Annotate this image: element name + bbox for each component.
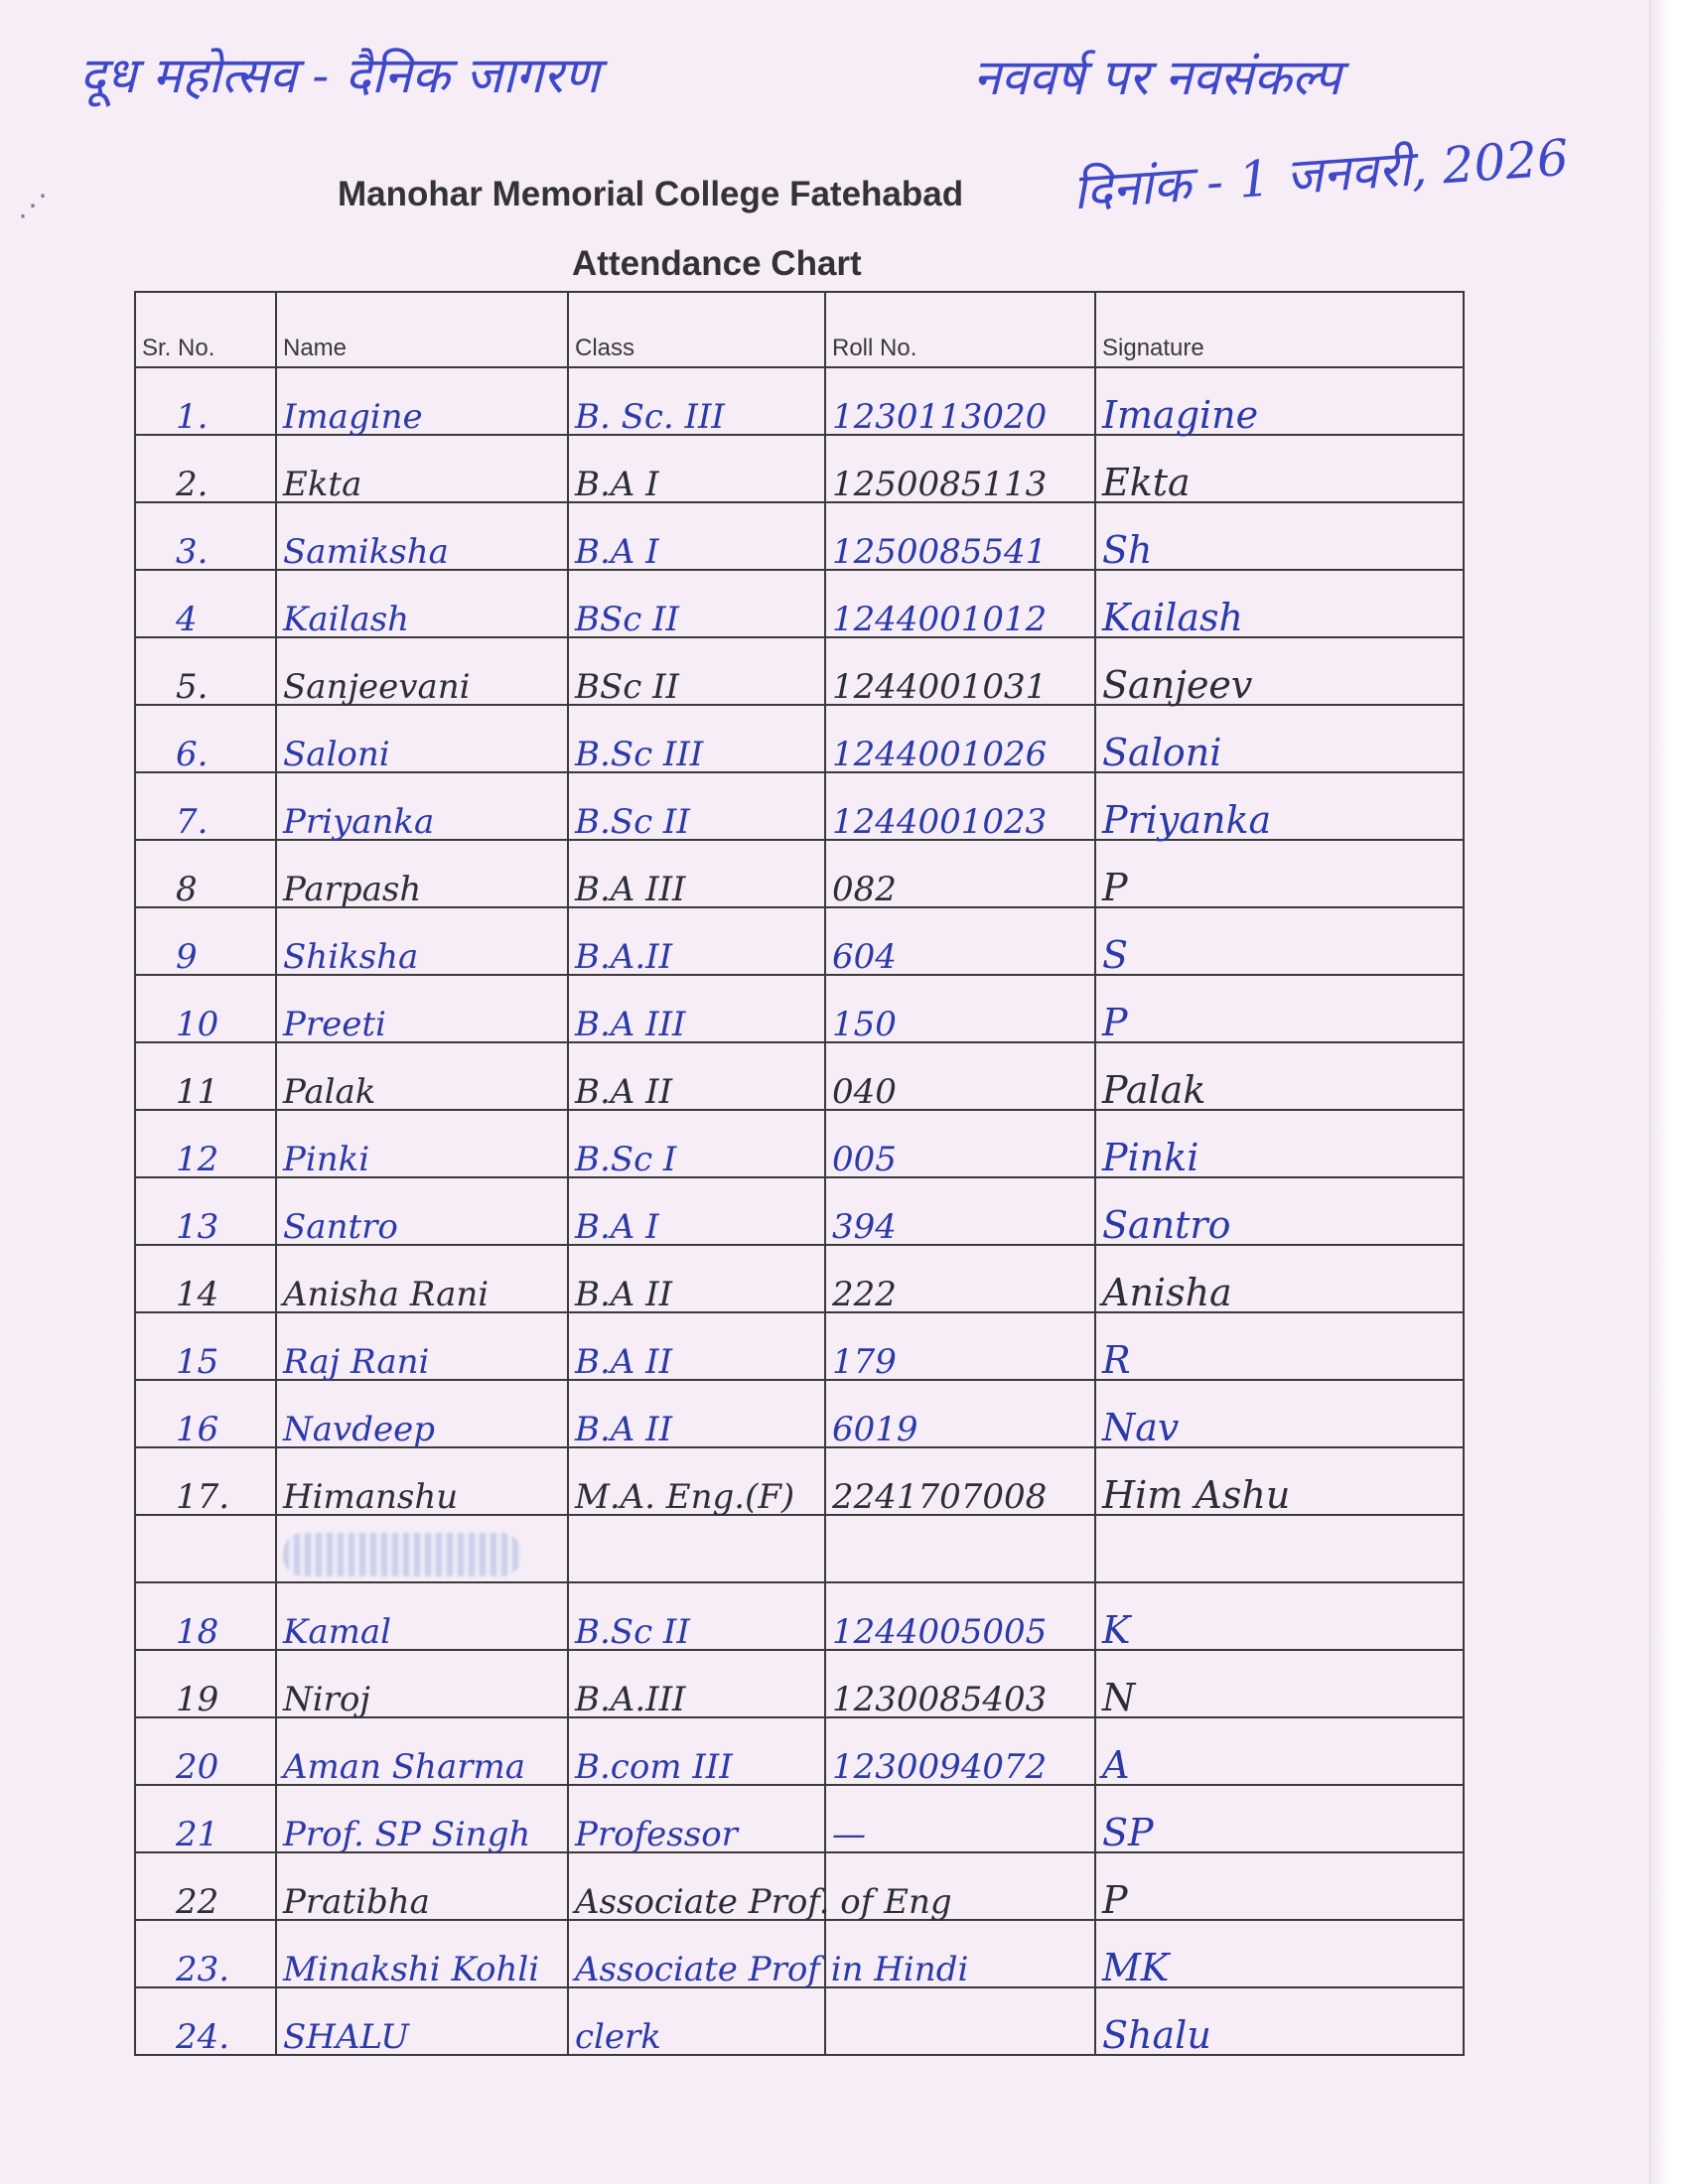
row-name-text: Sanjeevani [283, 667, 471, 707]
row-sr-no-text: 21 [176, 1815, 219, 1854]
table-row [135, 1717, 1464, 1785]
row-class [568, 1852, 952, 1922]
row-signature [1095, 1177, 1464, 1245]
row-name [276, 1380, 568, 1447]
row-signature-text: Sh [1102, 528, 1153, 572]
row-sr-no [135, 1177, 276, 1245]
row-name [276, 435, 568, 502]
row-sr-no [135, 772, 276, 840]
table-row [135, 1515, 1464, 1582]
college-title: Manohar Memorial College Fatehabad [338, 175, 964, 213]
row-signature [1095, 435, 1464, 502]
row-signature-text: MK [1102, 1946, 1170, 1989]
row-signature-text: P [1102, 866, 1128, 909]
row-class-text: B.A III [575, 870, 686, 909]
row-name-text: Raj Rani [283, 1342, 430, 1382]
row-class-text: Associate Prof in Hindi [575, 1950, 969, 1989]
row-sr-no [135, 502, 276, 570]
row-name-text: Preeti [283, 1005, 386, 1044]
row-name [276, 1717, 568, 1785]
row-name-text: Samiksha [283, 532, 449, 572]
row-sr-no [135, 1515, 276, 1582]
row-sr-no-text: 6. [176, 735, 209, 774]
row-class [568, 1650, 825, 1717]
row-name-text: Anisha Rani [283, 1275, 490, 1314]
row-name [276, 1042, 568, 1110]
row-sr-no-text: 24. [176, 2017, 230, 2057]
row-roll-no-text: 150 [832, 1005, 897, 1044]
row-sr-no-text: 12 [176, 1140, 219, 1179]
row-name-text: Himanshu [283, 1477, 459, 1517]
row-sr-no-text: 4 [176, 600, 198, 639]
page-edge [1649, 0, 1688, 2184]
row-class-text: B.A I [575, 465, 659, 504]
row-roll-no-text: 222 [832, 1275, 897, 1314]
row-signature-text: P [1102, 1878, 1128, 1922]
handwritten-event-title: दूध महोत्सव - दैनिक जागरण [79, 47, 600, 104]
row-sr-no [135, 435, 276, 502]
row-signature [1095, 772, 1464, 840]
row-signature-text: Anisha [1102, 1271, 1232, 1314]
row-roll-no [825, 907, 1095, 975]
row-class-text: Associate Prof. of Eng [575, 1882, 952, 1922]
row-signature [1095, 975, 1464, 1042]
row-roll-no [825, 435, 1095, 502]
row-class [568, 1920, 969, 1989]
table-row [135, 1447, 1464, 1515]
handwritten-header [79, 30, 1609, 139]
row-sr-no-text: 9 [176, 937, 198, 977]
row-class-text: B.A.II [575, 937, 673, 977]
redaction-smudge [283, 1533, 521, 1576]
row-roll-no [825, 1110, 1095, 1177]
row-roll-no [825, 1177, 1095, 1245]
row-class-text: B.Sc I [575, 1140, 677, 1179]
row-name-text: Pinki [283, 1140, 370, 1179]
row-roll-no-text: 179 [832, 1342, 897, 1382]
row-class [568, 1177, 825, 1245]
row-signature [1095, 1920, 1464, 1987]
row-class [568, 1245, 825, 1312]
row-roll-no [825, 1380, 1095, 1447]
row-sr-no-text: 8 [176, 870, 198, 909]
table-row [135, 705, 1464, 772]
row-sr-no [135, 840, 276, 907]
row-signature-text: S [1102, 933, 1129, 977]
row-sr-no [135, 1582, 276, 1650]
row-class [568, 1447, 825, 1515]
row-name [276, 1987, 568, 2055]
row-roll-no [825, 570, 1095, 637]
row-sr-no [135, 1312, 276, 1380]
row-name [276, 975, 568, 1042]
row-class-text: B.Sc III [575, 735, 704, 774]
row-sr-no [135, 570, 276, 637]
row-signature-text: P [1102, 1001, 1128, 1044]
row-class [568, 1987, 825, 2055]
row-name-text: Minakshi Kohli [283, 1950, 540, 1989]
row-name-text: Aman Sharma [283, 1747, 525, 1787]
column-header-roll-no: Roll No. [825, 292, 1095, 367]
table-row [135, 1650, 1464, 1717]
row-sr-no [135, 1852, 276, 1920]
row-class-text: B.com III [575, 1747, 733, 1787]
row-signature-text: Priyanka [1102, 798, 1272, 842]
row-roll-no-text: 394 [832, 1207, 897, 1247]
row-roll-no [825, 840, 1095, 907]
row-signature [1095, 570, 1464, 637]
row-class [568, 435, 825, 502]
row-signature-text: K [1102, 1608, 1131, 1652]
row-name-text: Priyanka [283, 802, 435, 842]
row-sr-no [135, 1380, 276, 1447]
table-row [135, 1582, 1464, 1650]
row-name-text: SHALU [283, 2017, 409, 2057]
row-roll-no [825, 975, 1095, 1042]
row-roll-no [825, 1447, 1095, 1515]
row-roll-no [825, 367, 1095, 435]
column-header-sr-no: Sr. No. [135, 292, 276, 367]
row-roll-no-text: 1230094072 [832, 1747, 1048, 1787]
table-row [135, 840, 1464, 907]
row-name [276, 907, 568, 975]
row-class [568, 907, 825, 975]
row-signature [1095, 1380, 1464, 1447]
table-row [135, 435, 1464, 502]
row-signature [1095, 502, 1464, 570]
row-class-text: B.A I [575, 532, 659, 572]
row-sr-no [135, 1447, 276, 1515]
row-roll-no [825, 1987, 1095, 2055]
row-signature [1095, 637, 1464, 705]
row-sr-no-text: 19 [176, 1680, 219, 1719]
row-signature-text: Pinki [1102, 1136, 1199, 1179]
row-name-text: Santro [283, 1207, 398, 1247]
row-class-text: B.A II [575, 1410, 673, 1449]
row-signature [1095, 1852, 1464, 1920]
table-row [135, 772, 1464, 840]
column-header-class: Class [568, 292, 825, 367]
row-signature-text: Kailash [1102, 596, 1243, 639]
row-name [276, 1650, 568, 1717]
row-name-text: Kamal [283, 1612, 392, 1652]
row-signature-text: N [1102, 1676, 1136, 1719]
row-name-text: Shiksha [283, 937, 419, 977]
row-name [276, 1582, 568, 1650]
table-row [135, 1177, 1464, 1245]
row-signature [1095, 1987, 1464, 2055]
table-row [135, 1042, 1464, 1110]
row-class-text: B.A I [575, 1207, 659, 1247]
row-class-text: clerk [575, 2017, 661, 2057]
row-signature-text: Palak [1102, 1068, 1206, 1112]
row-sr-no [135, 367, 276, 435]
row-sr-no-text: 3. [176, 532, 209, 572]
row-sr-no [135, 1042, 276, 1110]
row-roll-no-text: 1244001023 [832, 802, 1048, 842]
table-row [135, 907, 1464, 975]
row-roll-no-text: 6019 [832, 1410, 918, 1449]
row-class [568, 570, 825, 637]
table-row [135, 367, 1464, 435]
row-sr-no [135, 975, 276, 1042]
row-roll-no-text: 082 [832, 870, 897, 909]
row-roll-no-text: 040 [832, 1072, 897, 1112]
row-name [276, 1177, 568, 1245]
table-row [135, 1245, 1464, 1312]
row-name [276, 1447, 568, 1515]
row-sr-no [135, 907, 276, 975]
row-sr-no-text: 1. [176, 397, 209, 437]
row-roll-no [825, 705, 1095, 772]
row-signature-text: Ekta [1102, 461, 1191, 504]
row-name [276, 1110, 568, 1177]
row-name-text: Ekta [283, 465, 362, 504]
column-header-signature: Signature [1095, 292, 1464, 367]
row-class [568, 637, 825, 705]
row-signature [1095, 1650, 1464, 1717]
row-roll-no-text: 1230113020 [832, 397, 1048, 437]
row-signature [1095, 1245, 1464, 1312]
row-class-text: B. Sc. III [575, 397, 725, 437]
row-roll-no-text: 1244001026 [832, 735, 1048, 774]
row-class-text: B.A III [575, 1005, 686, 1044]
row-roll-no [825, 1582, 1095, 1650]
row-roll-no [825, 1245, 1095, 1312]
row-sr-no [135, 1920, 276, 1987]
row-class [568, 1312, 825, 1380]
row-class [568, 840, 825, 907]
row-name [276, 1312, 568, 1380]
row-name [276, 772, 568, 840]
row-class [568, 367, 825, 435]
row-sr-no-text: 16 [176, 1410, 219, 1449]
row-sr-no [135, 637, 276, 705]
row-signature [1095, 1717, 1464, 1785]
row-name [276, 1852, 568, 1920]
row-class-text: B.A II [575, 1275, 673, 1314]
row-name-text: Imagine [283, 397, 423, 437]
row-class-text: BSc II [575, 667, 679, 707]
row-class [568, 975, 825, 1042]
row-name-text: Prof. SP Singh [283, 1815, 531, 1854]
row-signature-text: Imagine [1102, 393, 1259, 437]
row-signature [1095, 1312, 1464, 1380]
row-sr-no-text: 2. [176, 465, 209, 504]
row-class-text: B.A II [575, 1342, 673, 1382]
row-class [568, 502, 825, 570]
row-signature [1095, 840, 1464, 907]
row-roll-no-text: 1250085541 [832, 532, 1048, 572]
row-sr-no-text: 15 [176, 1342, 219, 1382]
row-class [568, 1717, 825, 1785]
row-roll-no [825, 1312, 1095, 1380]
table-row [135, 1785, 1464, 1852]
row-name [276, 1920, 568, 1987]
row-roll-no-text: 1250085113 [832, 465, 1048, 504]
row-signature-text: R [1102, 1338, 1131, 1382]
row-sr-no-text: 22 [176, 1882, 219, 1922]
row-signature [1095, 705, 1464, 772]
row-class-text: B.Sc II [575, 1612, 690, 1652]
row-name [276, 570, 568, 637]
row-signature-text: Him Ashu [1102, 1473, 1291, 1517]
row-sr-no [135, 1245, 276, 1312]
row-name [276, 1245, 568, 1312]
row-roll-no-text: 604 [832, 937, 897, 977]
row-signature [1095, 907, 1464, 975]
row-roll-no [825, 637, 1095, 705]
row-signature-text: Sanjeev [1102, 663, 1253, 707]
table-row [135, 1987, 1464, 2055]
row-sr-no-text: 18 [176, 1612, 219, 1652]
row-sr-no-text: 20 [176, 1747, 219, 1787]
stray-mark: ⋰ [18, 190, 48, 222]
row-signature [1095, 1110, 1464, 1177]
row-name [276, 502, 568, 570]
table-row [135, 637, 1464, 705]
row-sr-no-text: 23. [176, 1950, 230, 1989]
row-sr-no-text: 5. [176, 667, 209, 707]
table-row [135, 1920, 1464, 1987]
row-sr-no [135, 1650, 276, 1717]
row-class [568, 1380, 825, 1447]
row-sr-no-text: 17. [176, 1477, 230, 1517]
row-signature-text: Saloni [1102, 731, 1222, 774]
row-roll-no [825, 1717, 1095, 1785]
row-roll-no [825, 1515, 1095, 1582]
row-signature-text: Shalu [1102, 2013, 1211, 2057]
row-sr-no-text: 13 [176, 1207, 219, 1247]
row-roll-no [825, 502, 1095, 570]
handwritten-date: दिनांक - 1 जनवरी, 2026 [1070, 128, 1571, 221]
row-name-text: Niroj [283, 1680, 370, 1719]
row-signature [1095, 1515, 1464, 1582]
row-sr-no [135, 1717, 276, 1785]
row-roll-no [825, 1042, 1095, 1110]
row-class [568, 1785, 825, 1852]
table-row [135, 570, 1464, 637]
row-name-text: Parpash [283, 870, 422, 909]
row-class [568, 772, 825, 840]
row-roll-no-text: 1244001012 [832, 600, 1048, 639]
row-sr-no-text: 14 [176, 1275, 219, 1314]
row-name [276, 1785, 568, 1852]
row-class-text: B.A.III [575, 1680, 686, 1719]
row-sr-no-text: 10 [176, 1005, 219, 1044]
row-roll-no [825, 1650, 1095, 1717]
row-name-text: Navdeep [283, 1410, 435, 1449]
row-class-text: BSc II [575, 600, 679, 639]
row-name [276, 367, 568, 435]
row-signature [1095, 367, 1464, 435]
row-signature-text: Santro [1102, 1203, 1231, 1247]
row-roll-no [825, 1785, 1095, 1852]
table-row [135, 1380, 1464, 1447]
row-name [276, 1515, 568, 1582]
attendance-table [134, 291, 1465, 2056]
row-signature [1095, 1447, 1464, 1515]
row-signature-text: Nav [1102, 1406, 1180, 1449]
table-row [135, 502, 1464, 570]
row-roll-no-text: 1244001031 [832, 667, 1048, 707]
row-class [568, 1515, 825, 1582]
column-header-name: Name [276, 292, 568, 367]
row-class-text: M.A. Eng.(F) [575, 1477, 795, 1517]
row-sr-no-text: 11 [176, 1072, 219, 1112]
table-row [135, 975, 1464, 1042]
row-roll-no-text: 005 [832, 1140, 897, 1179]
row-name [276, 705, 568, 772]
row-class [568, 1042, 825, 1110]
row-sr-no [135, 705, 276, 772]
row-sr-no [135, 1785, 276, 1852]
row-roll-no-text: 1244005005 [832, 1612, 1048, 1652]
row-name-text: Palak [283, 1072, 376, 1112]
table-row [135, 1110, 1464, 1177]
handwritten-theme: नववर्ष पर नवसंकल्प [973, 49, 1341, 106]
row-sr-no [135, 1110, 276, 1177]
row-sr-no-text: 7. [176, 802, 209, 842]
row-roll-no [825, 772, 1095, 840]
row-signature [1095, 1785, 1464, 1852]
table-row [135, 1852, 1464, 1920]
row-name [276, 840, 568, 907]
row-class-text: Professor [575, 1815, 738, 1854]
row-name-text: Saloni [283, 735, 390, 774]
chart-title: Attendance Chart [572, 244, 862, 283]
row-signature [1095, 1582, 1464, 1650]
table-header-row [135, 292, 1464, 367]
table-row [135, 1312, 1464, 1380]
row-class-text: B.Sc II [575, 802, 690, 842]
row-name-text: Kailash [283, 600, 410, 639]
row-signature [1095, 1042, 1464, 1110]
row-signature-text: SP [1102, 1811, 1154, 1854]
row-class-text: B.A II [575, 1072, 673, 1112]
row-class [568, 1582, 825, 1650]
row-class [568, 705, 825, 772]
row-sr-no [135, 1987, 276, 2055]
row-class [568, 1110, 825, 1177]
row-roll-no-text: — [832, 1815, 866, 1854]
row-roll-no-text: 2241707008 [832, 1477, 1048, 1517]
row-roll-no-text: 1230085403 [832, 1680, 1048, 1719]
row-signature-text: A [1102, 1743, 1130, 1787]
row-name [276, 637, 568, 705]
row-name-text: Pratibha [283, 1882, 430, 1922]
